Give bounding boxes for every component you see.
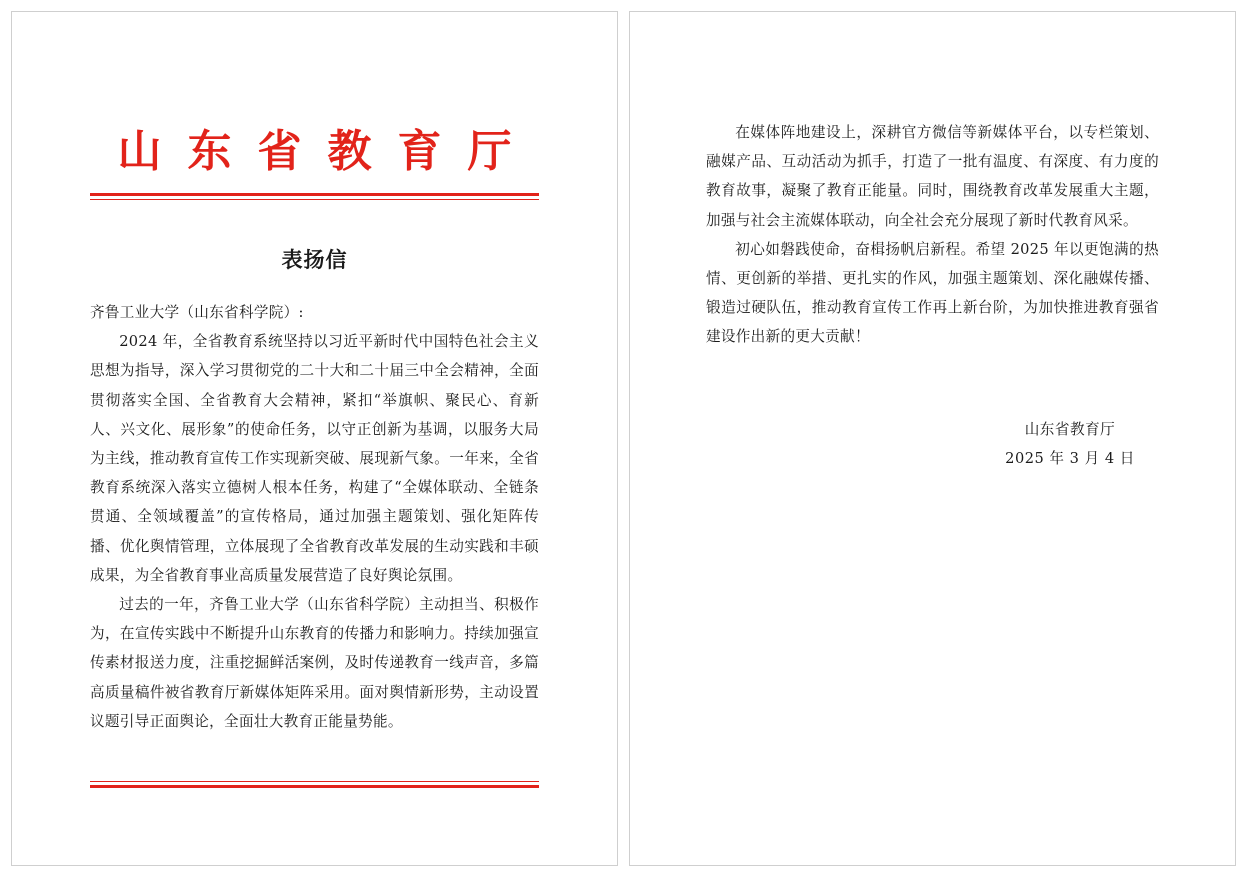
letterhead-rule-thick — [90, 193, 539, 196]
paragraph-3: 在媒体阵地建设上，深耕官方微信等新媒体平台，以专栏策划、融媒产品、互动活动为抓手，打造了一批有温度、有深度、有力度的教育故事，凝聚了教育正能量。同时，围绕教育改革发展重大主题，加强与社会主流媒体联动，向全社会充分展现了新时代教育风采。 — [706, 124, 1159, 229]
document-page-right — [629, 11, 1236, 866]
letter-body-left — [90, 298, 539, 736]
paragraph-4: 初心如磐践使命，奋楫扬帆启新程。希望 2025 年以更饱满的热情、更创新的举措、更扎实的作风，加强主题策划、深化融媒传播、锻造过硬队伍，推动教育宣传工作再上新台阶，为加快推进教育强省建设作出新的更大贡献！ — [706, 240, 1159, 346]
paragraph-2: 过去的一年，齐鲁工业大学（山东省科学院）主动担当、积极作为，在宣传实践中不断提升山东教育的传播力和影响力。持续加强宣传素材报送力度，注重挖掘鲜活案例，及时传递教育一线声音，多篇高质量稿件被省教育厅新媒体矩阵采用。面对舆情新形势，主动设置议题引导正面舆论，全面壮大教育正能量势能。 — [90, 596, 539, 730]
letterhead-title: 山东省教育厅 — [117, 126, 538, 177]
signature-org: 山东省教育厅 — [1024, 421, 1116, 438]
letterhead-rule-thin — [90, 199, 539, 200]
footer-rule-thin — [90, 781, 539, 782]
footer-rule-thick — [90, 785, 539, 788]
document-title: 表扬信 — [281, 247, 348, 272]
paragraph-1: 2024 年，全省教育系统坚持以习近平新时代中国特色社会主义思想为指导，深入学习贯彻党的二十大和二十届三中全会精神，全面贯彻落实全国、全省教育大会精神，紧扣“举旗帜、聚民心、育新人、兴文化、展形象”的使命任务，以守正创新为基调，以服务大局为主线，推动教育宣传工作实现新突破、展现新气象。一年来，全省教育系统深入落实立德树人根本任务，构建了“全媒体联动、全链条贯通、全领域覆盖”的宣传格局，通过加强主题策划、强化矩阵传播、优化舆情管理，立体展现了全省教育改革发展的生动实践和丰硕成果，为全省教育事业高质量发展营造了良好舆论氛围。 — [90, 333, 539, 584]
salutation: 齐鲁工业大学（山东省科学院）: — [90, 304, 304, 321]
signature-date: 2025 年 3 月 4 日 — [1005, 450, 1135, 467]
letter-body-right — [706, 118, 1159, 352]
document-page-left — [11, 11, 618, 866]
